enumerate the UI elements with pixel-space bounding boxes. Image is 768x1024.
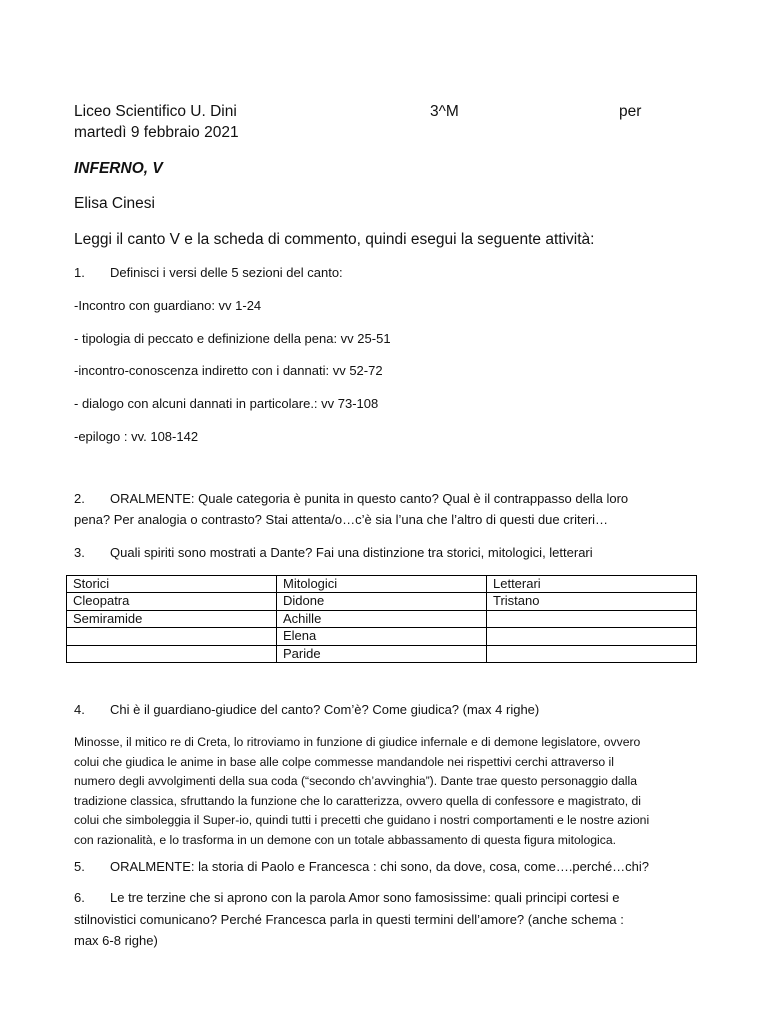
q2-line-2: pena? Per analogia o contrasto? Stai attenta/o…c’è sia l’una che l’altro di questi due criteri… (74, 512, 609, 527)
table-row (67, 610, 697, 627)
q1-text: Definisci i versi delle 5 sezioni del canto: (110, 265, 343, 280)
q4-answer-line: numero degli avvolgimenti della sua coda (“secondo ch’avvinghia”). Dante trae questo personaggio dalla (74, 774, 637, 789)
class-label: 3^M (430, 103, 459, 120)
table-row (67, 645, 697, 662)
q4-text: Chi è il guardiano-giudice del canto? Com’è? Come giudica? (max 4 righe) (110, 702, 540, 717)
table-header-row (67, 576, 697, 593)
table-header-cell: Storici (67, 576, 277, 593)
table-row (67, 593, 697, 610)
q4-answer (74, 733, 724, 851)
q4-answer-line: con razionalità, e lo trasforma in un demone con un totale abbassamento di questa figura mitologica. (74, 832, 616, 847)
q4-answer-line: colui che giudica le anime in base alle colpe commesse mandandole nei rispettivi cerchi attraverso il (74, 754, 614, 769)
for-label: per (619, 103, 642, 120)
date-label: martedì 9 febbraio 2021 (74, 124, 239, 141)
table-cell: Achille (277, 610, 487, 627)
q4-answer-line: Minosse, il mitico re di Creta, lo ritroviamo in funzione di giudice infernale e di demone legislatore, ovvero (74, 735, 641, 749)
table-cell: Paride (277, 645, 487, 662)
q2-number: 2. (74, 491, 85, 506)
q6-line-2: stilnovistici comunicano? Perché Francesca parla in questi termini dell’amore? (anche schema : (74, 912, 624, 927)
spirits-table (66, 575, 697, 663)
q4-answer-line: tradizione classica, sfruttando la funzione che lo caratterizza, ovvero quella di confessore e magistrato, di (74, 793, 642, 808)
q1-section-5: -epilogo : vv. 108-142 (74, 429, 199, 444)
q1-number: 1. (74, 265, 85, 280)
q4-number: 4. (74, 702, 85, 717)
q3-text: Quali spiriti sono mostrati a Dante? Fai una distinzione tra storici, mitologici, letterari (110, 545, 593, 560)
table-cell: Cleopatra (67, 593, 277, 610)
q6-number: 6. (74, 890, 85, 905)
table-cell (67, 645, 277, 662)
q2-line-1: ORALMENTE: Quale categoria è punita in questo canto? Qual è il contrappasso della loro (110, 491, 629, 506)
q1-section-3: -incontro-conoscenza indiretto con i dannati: vv 52-72 (74, 363, 383, 378)
q3-number: 3. (74, 545, 85, 560)
q5-number: 5. (74, 859, 85, 874)
q6-line-1: Le tre terzine che si aprono con la parola Amor sono famosissime: quali principi cortesi e (110, 890, 620, 905)
table-cell (487, 610, 697, 627)
table-row (67, 628, 697, 645)
table-cell: Elena (277, 628, 487, 645)
author-name: Elisa Cinesi (74, 195, 155, 212)
q1-section-2: - tipologia di peccato e definizione della pena: vv 25-51 (74, 331, 391, 346)
school-name: Liceo Scientifico U. Dini (74, 103, 237, 120)
table-cell: Semiramide (67, 610, 277, 627)
q4-answer-line: colui che simboleggia il Super-io, quindi tutti i precetti che guidano i nostri comportamenti e le nostre azioni (74, 813, 650, 828)
instruction-text: Leggi il canto V e la scheda di commento, quindi esegui la seguente attività: (74, 231, 595, 248)
table-cell (487, 628, 697, 645)
table-cell: Tristano (487, 593, 697, 610)
table-cell: Didone (277, 593, 487, 610)
q1-section-1: -Incontro con guardiano: vv 1-24 (74, 298, 262, 313)
table-header-cell: Letterari (487, 576, 697, 593)
q6-line-3: max 6-8 righe) (74, 933, 158, 948)
q1-section-4: - dialogo con alcuni dannati in particolare.: vv 73-108 (74, 396, 379, 411)
document-title: INFERNO, V (74, 160, 163, 177)
table-cell (487, 645, 697, 662)
q5-text: ORALMENTE: la storia di Paolo e Francesca : chi sono, da dove, cosa, come….perché…chi? (110, 859, 650, 874)
table-header-cell: Mitologici (277, 576, 487, 593)
table-cell (67, 628, 277, 645)
